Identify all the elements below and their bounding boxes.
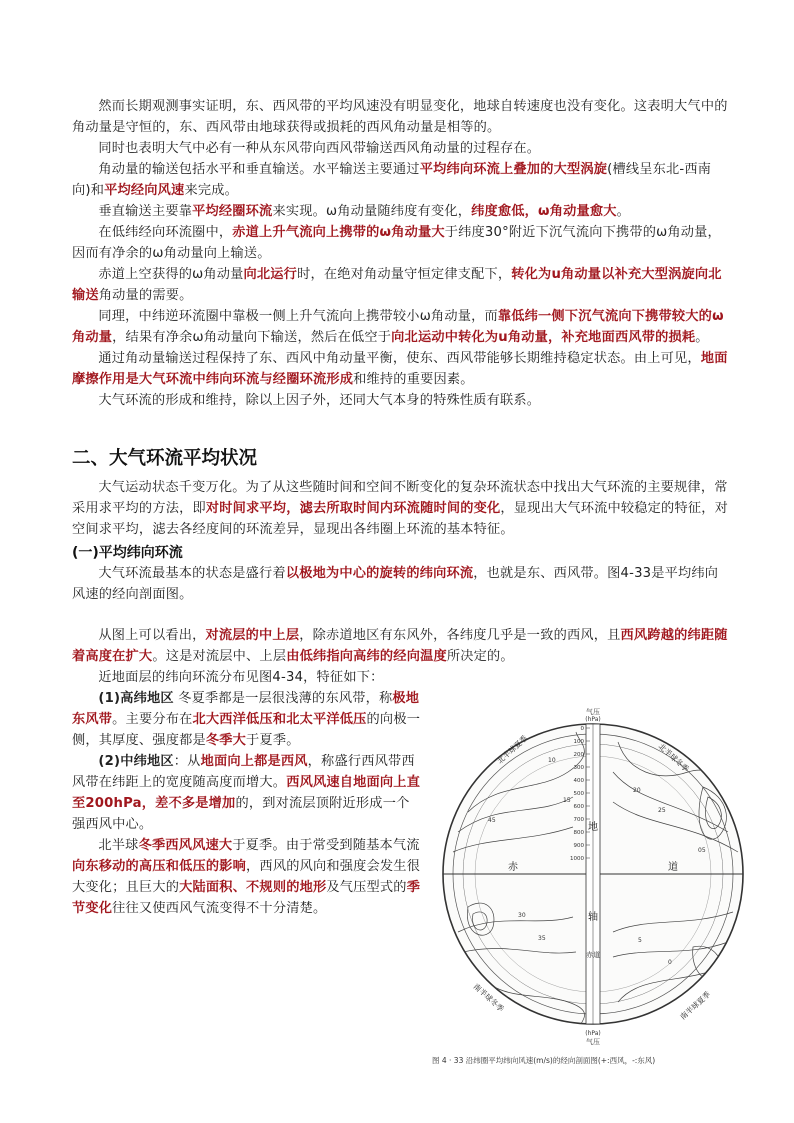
paragraph: 同时也表明大气中必有一种从东风带向西风带输送西风角动量的过程存在。 bbox=[98, 141, 541, 156]
contour-value-label: 45 bbox=[488, 817, 496, 824]
pressure-unit-label: 气压 bbox=[586, 708, 600, 716]
pressure-tick-label: 600 bbox=[573, 804, 584, 810]
equator-label-right: 道 bbox=[668, 862, 678, 873]
paragraph: (1)高纬地区 冬夏季都是一层很浅薄的东风带，称极地东风带。主要分布在北大西洋低压和北太平洋低压的向极一侧，其厚度、强度都是冬季大于夏季。 bbox=[72, 691, 421, 748]
section2-body bbox=[72, 563, 728, 605]
earth-label: 地 bbox=[588, 822, 598, 833]
equator-label-left: 赤 bbox=[508, 862, 518, 873]
pressure-tick-label: 100 bbox=[573, 739, 584, 745]
contour-value-label: 25 bbox=[658, 807, 666, 814]
pressure-tick-label: 0 bbox=[580, 726, 584, 732]
pressure-tick-label: 200 bbox=[573, 752, 584, 758]
section-heading: 二、大气环流平均状况 bbox=[72, 448, 258, 469]
figure-svg bbox=[428, 702, 758, 1052]
section2-column bbox=[72, 688, 422, 919]
figure-caption: 图 4 · 33 沿纬圈平均纬向风速(m/s)的经向剖面图(+:西风，-:东风) bbox=[432, 1056, 656, 1065]
paragraph: 大气环流的形成和维持，除以上因子外，还同大气本身的特殊性质有联系。 bbox=[98, 393, 541, 408]
axis-label: 轴 bbox=[588, 912, 598, 923]
contour-value-label: 10 bbox=[548, 757, 556, 764]
contour-value-label: 35 bbox=[538, 935, 546, 942]
contour-value-label: 0 bbox=[668, 959, 672, 966]
intro-block bbox=[72, 96, 728, 411]
paragraph: 然而长期观测事实证明，东、西风带的平均风速没有明显变化，地球自转速度也没有变化。这表明大气中的角动量是守恒的，东、西风带由地球获得或损耗的西风角动量是相等的。 bbox=[72, 99, 728, 135]
pressure-tick-label: 500 bbox=[573, 791, 584, 797]
contour-value-label: 05 bbox=[698, 847, 706, 854]
section2-intro bbox=[72, 477, 728, 540]
pressure-unit-bottom: (hPa) bbox=[585, 1030, 601, 1037]
subsection-heading: (一)平均纬向环流 bbox=[72, 545, 183, 561]
section2-body-2 bbox=[72, 625, 728, 688]
pressure-tick-label: 300 bbox=[573, 765, 584, 771]
paragraph: 近地面层的纬向环流分布见图4-34，特征如下： bbox=[98, 670, 384, 685]
pressure-tick-label: 1000 bbox=[570, 856, 584, 862]
paragraph: 大气运动状态千变万化。为了从这些随时间和空间不断变化的复杂环流状态中找出大气环流的主要规律，常采用求平均的方法，即对时间求平均，滤去所取时间内环流随时间的变化，显现出大气环流中较稳定的特征，对空间求平均，滤去各经度间的环流差异，显现出各纬圈上环流的基本特征。 bbox=[72, 480, 728, 537]
wind-cross-section-figure bbox=[428, 702, 758, 1070]
paragraph: 角动量的输送包括水平和垂直输送。水平输送主要通过平均纬向环流上叠加的大型涡旋(槽线呈东北-西南向)和平均经向风速来完成。 bbox=[72, 162, 712, 198]
paragraph: 北半球冬季西风风速大于夏季。由于常受到随基本气流向东移动的高压和低压的影响，西风的风向和强度会发生很大变化；且巨大的大陆面积、不规则的地形及气压型式的季节变化往往又使西风气流变得不十分清楚。 bbox=[72, 838, 421, 916]
contour-value-label: 20 bbox=[633, 787, 641, 794]
pressure-tick-label: 900 bbox=[573, 843, 584, 849]
sh-winter-label: 南半球冬季 bbox=[471, 981, 506, 1014]
pressure-tick-label: 400 bbox=[573, 778, 584, 784]
paragraph: (2)中纬地区：从地面向上都是西风，称盛行西风带西风带在纬距上的宽度随高度而增大。西风风速自地面向上直至200hPa，差不多是增加的，到对流层顶附近形成一个强西风中心。 bbox=[72, 754, 421, 832]
paragraph: 大气环流最基本的状态是盛行着以极地为中心的旋转的纬向环流，也就是东、西风带。图4-33是平均纬向风速的经向剖面图。 bbox=[72, 566, 719, 602]
paragraph: 在低纬经向环流圈中，赤道上升气流向上携带的ω角动量大于纬度30°附近下沉气流向下携带的ω角动量，因而有净余的ω角动量向上输送。 bbox=[72, 225, 721, 261]
paragraph: 赤道上空获得的ω角动量向北运行时，在绝对角动量守恒定律支配下，转化为u角动量以补充大型涡旋向北输送角动量的需要。 bbox=[72, 267, 722, 303]
sh-summer-label: 南半球夏季 bbox=[678, 989, 713, 1022]
paragraph: 从图上可以看出，对流层的中上层，除赤道地区有东风外，各纬度几乎是一致的西风，且西风跨越的纬距随着高度在扩大。这是对流层中、上层由低纬指向高纬的经向温度所决定的。 bbox=[72, 628, 728, 664]
pressure-tick-label: 800 bbox=[573, 830, 584, 836]
pressure-unit-bottom: 气压 bbox=[586, 1038, 600, 1046]
paragraph: 通过角动量输送过程保持了东、西风中角动量平衡，使东、西风带能够长期维持稳定状态。由上可见，地面摩擦作用是大气环流中纬向环流与经圈环流形成和维持的重要因素。 bbox=[72, 351, 728, 387]
nh-summer-label: 北半球夏季 bbox=[495, 733, 530, 766]
equator-axis-label: 赤道 bbox=[586, 951, 600, 959]
pressure-unit-label: (hPa) bbox=[585, 716, 601, 723]
pressure-tick-label: 700 bbox=[573, 817, 584, 823]
paragraph: 垂直输送主要靠平均经圈环流来实现。ω角动量随纬度有变化，纬度愈低，ω角动量愈大。 bbox=[98, 204, 631, 219]
paragraph: 同理，中纬逆环流圈中靠极一侧上升气流向上携带较小ω角动量，而靠低纬一侧下沉气流向下携带较大的ω角动量，结果有净余ω角动量向下输送，然后在低空于向北运动中转化为u角动量，补充地面西风带的损耗。 bbox=[72, 309, 724, 345]
contour-value-label: 5 bbox=[638, 937, 642, 944]
nh-winter-label: 北半球冬季 bbox=[656, 741, 691, 774]
contour-value-label: 30 bbox=[518, 912, 526, 919]
contour-value-label: 15 bbox=[563, 797, 571, 804]
